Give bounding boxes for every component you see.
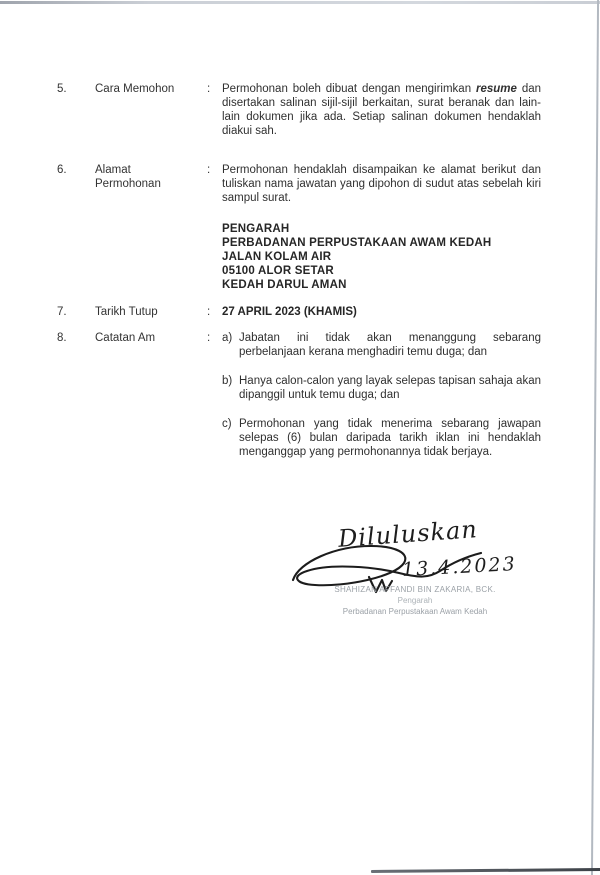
item-8-notes [222,331,541,474]
item-6-label-line2: Permohonan [95,178,161,190]
item-5-text-after: dan disertakan salinan sijil-sijil berkaitan, surat beranak dan lain-lain dokumen jika ada. Setiap salinan dokumen hendaklah diakui sah. [222,83,542,137]
item-5-text [222,82,541,138]
item-7-colon: : [207,306,211,318]
handwritten-approval-text: Diluluskan [337,515,479,553]
signatory-name: SHAHIZAN AFFANDI BIN ZAKARIA, BCK. [334,585,496,594]
item-8-row [57,331,543,474]
item-7-label: Tarikh Tutup [95,306,158,318]
note-c [222,417,541,459]
item-8-colon: : [207,332,211,344]
address-block [222,222,491,292]
address-line-recipient: PENGARAH [222,223,290,235]
note-c-text: Permohonan yang tidak menerima sebarang jawapan selepas (6) bulan daripada tarikh iklan ini hendaklah menganggap yang permohonannya tidak berjaya. [239,418,541,458]
scan-edge-top [0,1,600,4]
address-line-organization: PERBADANAN PERPUSTAKAAN AWAM KEDAH [222,237,492,249]
item-5-row [57,82,543,138]
item-8-number: 8. [57,332,67,344]
item-7-row [57,305,543,319]
signatory-title: Pengarah [397,596,433,605]
item-5-label: Cara Memohon [95,83,175,95]
item-6-number: 6. [57,164,67,176]
note-b [222,374,541,402]
item-6-colon: : [207,164,211,176]
note-b-marker: b) [222,375,233,387]
item-8-label: Catatan Am [95,332,156,344]
item-7-number: 7. [57,306,67,318]
note-a [222,331,541,359]
handwritten-date: 13.4.2023 [401,553,518,581]
scan-edge-bottom [371,868,600,873]
item-6-text: Permohonan hendaklah disampaikan ke alamat berikut dan tuliskan nama jawatan yang dipohon di sudut atas sebelah kiri sampul surat. [222,164,541,204]
item-5-text-before: Permohonan boleh dibuat dengan mengirimkan [222,83,476,95]
address-line-street: JALAN KOLAM AIR [222,251,332,263]
address-line-state: KEDAH DARUL AMAN [222,279,347,291]
scan-edge-right [591,0,599,875]
item-6-label [95,163,207,205]
signatory-block [295,585,535,617]
note-a-marker: a) [222,332,233,344]
address-line-city: 05100 ALOR SETAR [222,265,334,277]
item-6-row [57,163,543,205]
item-5-colon: : [207,83,211,95]
note-b-text: Hanya calon-calon yang layak selepas tapisan sahaja akan dipanggil untuk temu duga; dan [239,375,541,401]
note-c-marker: c) [222,418,232,430]
item-5-number: 5. [57,83,67,95]
item-6-label-line1: Alamat [95,164,131,176]
signatory-organization: Perbadanan Perpustakaan Awam Kedah [342,607,488,616]
item-5-text-emphasis: resume [476,83,517,95]
closing-date-value: 27 APRIL 2023 (KHAMIS) [222,306,357,318]
note-a-text: Jabatan ini tidak akan menanggung sebarang perbelanjaan kerana menghadiri temu duga; dan [239,332,541,358]
